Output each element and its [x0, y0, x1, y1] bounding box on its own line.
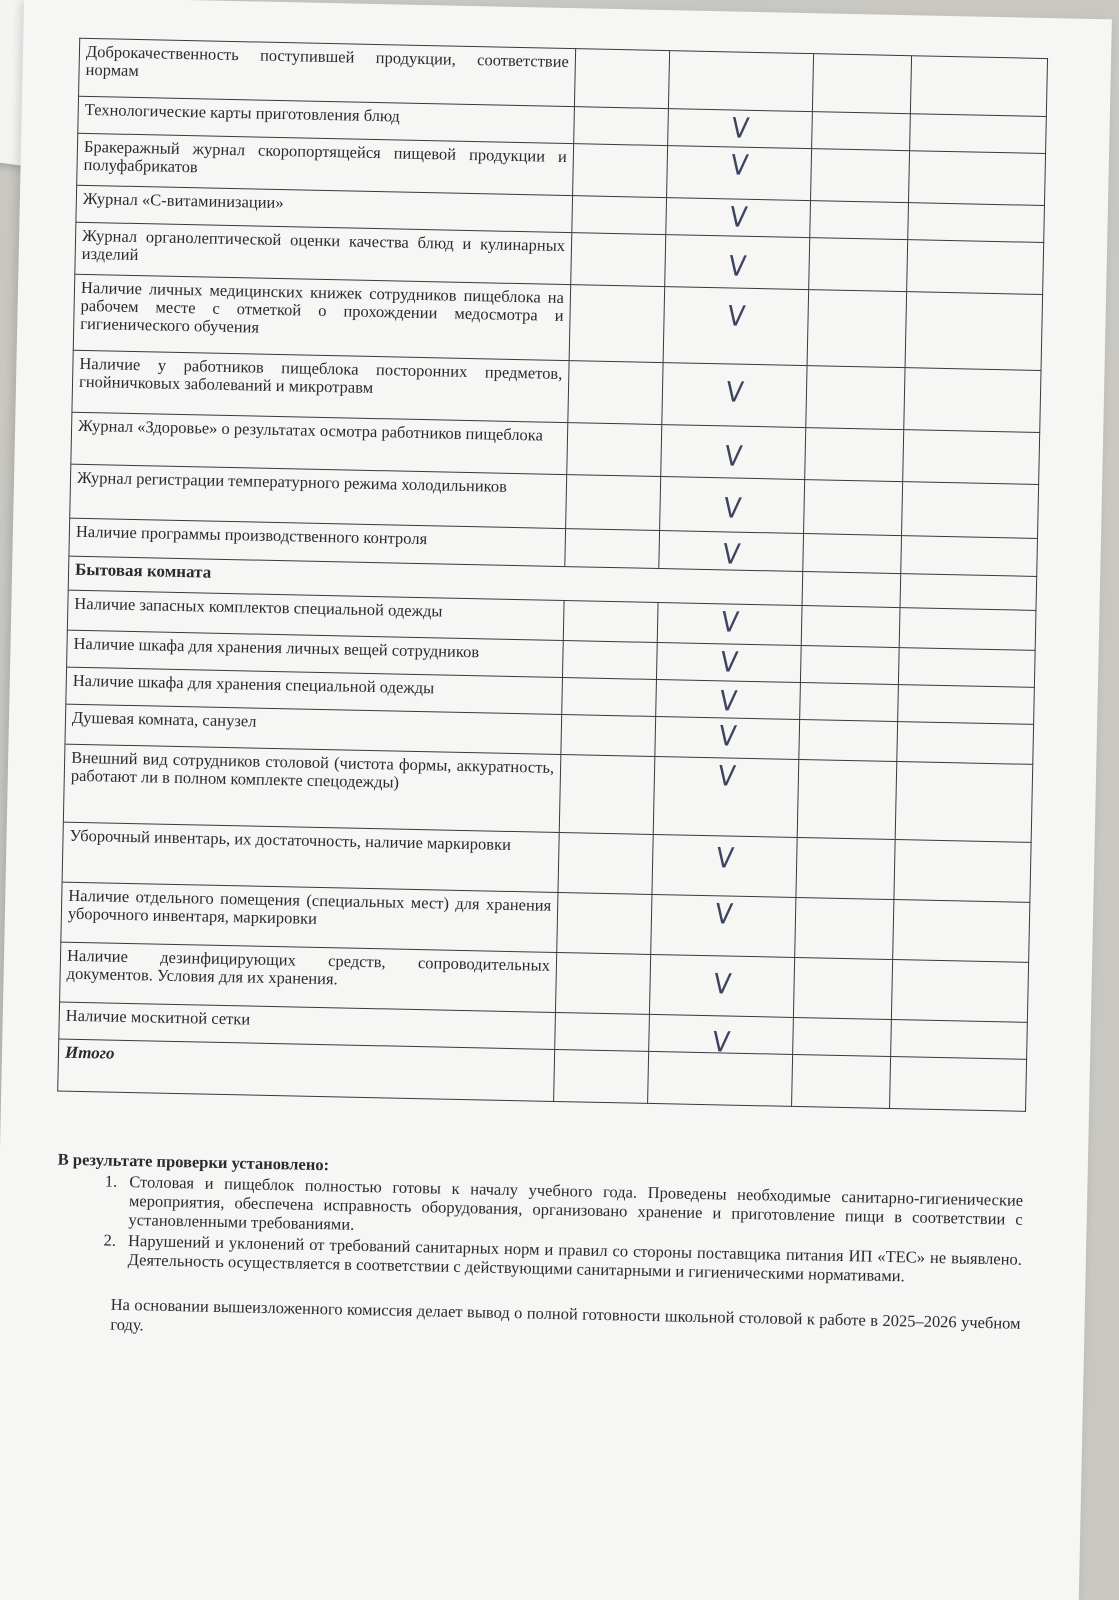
blank-cell [803, 534, 902, 574]
handwritten-check-mark: V [720, 537, 742, 571]
findings-list [54, 1171, 1024, 1288]
mark-cell [668, 109, 813, 149]
blank-cell [574, 49, 669, 109]
mark-cell [653, 756, 799, 837]
blank-cell [801, 606, 900, 648]
mark-cell [665, 235, 810, 290]
mark-cell [666, 198, 811, 238]
mark-cell [661, 425, 806, 480]
handwritten-check-mark: V [711, 967, 733, 1001]
mark-cell [649, 954, 794, 1017]
blank-cell [557, 892, 652, 954]
blank-cell [891, 960, 1028, 1023]
handwritten-check-mark: V [716, 719, 738, 753]
blank-cell [574, 107, 669, 146]
blank-cell [563, 601, 658, 643]
blank-cell [795, 897, 894, 959]
blank-cell [573, 144, 668, 198]
handwritten-check-mark: V [725, 299, 747, 333]
criterion-text: Журнал органолептической оценки качества блюд и кулинарных изделий [75, 222, 572, 284]
blank-cell [796, 837, 895, 899]
total-cell [648, 1051, 793, 1106]
finding-item: 2. Нарушений и уклонений от требований санитарных норм и правил со стороны поставщика питания ИП «ТЕС» не выявлено. Деятельность осуществляется в соответствии с действующими санитарными и гигиеническими нормативами. [119, 1231, 1022, 1288]
mark-cell [660, 477, 805, 534]
blank-cell [571, 233, 666, 287]
criterion-text: Журнал регистрации температурного режима холодильников [70, 464, 567, 528]
checklist-table [57, 38, 1048, 1112]
handwritten-check-mark: V [728, 148, 750, 182]
handwritten-check-mark: V [717, 684, 739, 718]
blank-cell [799, 720, 898, 762]
blank-cell [810, 201, 909, 240]
blank-cell [800, 646, 899, 685]
blank-cell [893, 900, 1030, 963]
criterion-text: Журнал «Здоровье» о результатах осмотра работников пищеблока [71, 412, 568, 474]
mark-cell [651, 894, 796, 957]
blank-cell [807, 290, 907, 368]
handwritten-check-mark: V [710, 1025, 732, 1059]
blank-cell [572, 196, 667, 235]
mark-cell [659, 531, 804, 572]
criterion-text: Наличие шкафа для хранения личных вещей сотрудников [67, 630, 564, 677]
mark-cell [656, 643, 801, 683]
criterion-text: Наличие личных медицинских книжек сотрудников пищеблока на рабочем месте с отметкой о прохождении медосмотра и гигиенического обучения [73, 274, 570, 360]
criterion-text: Наличие шкафа для хранения специальной одежды [66, 667, 563, 714]
criterion-text: Наличие москитной сетки [59, 1002, 556, 1049]
handwritten-check-mark: V [724, 375, 746, 409]
mark-cell [657, 603, 802, 646]
blank-cell [569, 285, 665, 363]
mark-cell [668, 51, 813, 112]
mark-cell [667, 146, 812, 201]
handwritten-check-mark: V [722, 439, 744, 473]
criterion-text: Наличие у работников пищеблока посторонних предметов, гнойничковых заболеваний и микротравм [72, 350, 569, 422]
blank-cell [567, 423, 662, 477]
blank-cell [905, 292, 1043, 371]
blank-cell [904, 368, 1041, 433]
blank-cell [558, 832, 653, 894]
mark-cell [652, 834, 797, 897]
mark-cell [656, 679, 801, 719]
blank-cell [910, 114, 1047, 154]
blank-cell [902, 482, 1039, 539]
handwritten-check-mark: V [726, 249, 748, 283]
blank-cell [898, 685, 1035, 725]
findings-title: В результате проверки установлено: [57, 1149, 330, 1175]
blank-cell [899, 608, 1036, 651]
blank-cell [793, 957, 892, 1019]
criterion-text: Доброкачественность поступившей продукции, соответствие нормам [79, 38, 576, 106]
blank-cell [805, 428, 904, 482]
blank-cell [895, 762, 1033, 843]
handwritten-check-mark: V [713, 897, 735, 931]
blank-cell [566, 475, 661, 531]
blank-cell [802, 572, 901, 608]
criterion-text: Душевая комната, санузел [65, 704, 562, 754]
blank-cell [897, 722, 1034, 765]
blank-cell [908, 203, 1045, 243]
handwritten-check-mark: V [718, 645, 740, 679]
mark-cell [663, 287, 809, 366]
blank-cell [898, 648, 1035, 688]
section-title: Бытовая комната [68, 556, 803, 605]
handwritten-check-mark: V [715, 759, 738, 793]
blank-cell [793, 1017, 892, 1056]
blank-cell [900, 574, 1037, 611]
blank-cell [797, 759, 897, 839]
handwritten-check-mark: V [727, 200, 749, 234]
blank-cell [562, 641, 657, 680]
blank-cell [804, 480, 903, 536]
mark-cell [662, 363, 807, 428]
blank-cell [559, 755, 655, 835]
total-cell [890, 1056, 1027, 1111]
blank-cell [894, 840, 1031, 903]
finding-item: 1. Столовая и пищеблок полностью готовы к началу учебного года. Проведены необходимые санитарно-гигиенические мероприятия, обеспечена исправность оборудования, организовано хранение и приготовление пищи в соответствии с установленными требованиями. [120, 1172, 1023, 1248]
blank-cell [562, 678, 657, 717]
findings-section [54, 1150, 1024, 1288]
total-label: Итого [58, 1039, 555, 1101]
handwritten-check-mark: V [719, 605, 741, 639]
handwritten-check-mark: V [714, 841, 736, 875]
mark-cell [655, 716, 800, 759]
blank-cell [907, 240, 1044, 295]
blank-cell [811, 149, 910, 203]
blank-cell [908, 151, 1045, 206]
blank-cell [555, 952, 650, 1014]
criterion-text: Технологические карты приготовления блюд [78, 96, 575, 143]
blank-cell [565, 529, 660, 569]
blank-cell [891, 1019, 1028, 1059]
total-cell [792, 1054, 891, 1108]
criterion-text: Наличие программы производственного контроля [69, 518, 566, 566]
blank-cell [806, 366, 905, 430]
blank-cell [561, 715, 656, 757]
document-content [52, 38, 1047, 1354]
criterion-text: Наличие запасных комплектов специальной одежды [67, 590, 564, 640]
criterion-text: Уборочный инвентарь, их достаточность, наличие маркировки [62, 822, 559, 892]
criterion-text: Наличие отдельного помещения (специальных мест) для хранения уборочного инвентаря, маркировки [61, 882, 558, 952]
criterion-text: Наличие дезинфицирующих средств, сопроводительных документов. Условия для их хранения. [60, 942, 557, 1012]
checklist-body [58, 38, 1048, 1111]
conclusion-paragraph: На основании вышеизложенного комиссия делает вывод о полной готовности школьной столовой к работе в 2025–2026 учебном году. [110, 1294, 1021, 1335]
blank-cell [812, 54, 911, 114]
blank-cell [800, 683, 899, 722]
blank-cell [910, 56, 1047, 117]
mark-cell [649, 1014, 794, 1059]
criterion-text: Бракеражный журнал скоропортящейся пищевой продукции и полуфабрикатов [77, 133, 574, 195]
criterion-text: Внешний вид сотрудников столовой (чистота формы, аккуратность, работают ли в полном комплекте спецодежды) [63, 744, 561, 832]
blank-cell [568, 361, 663, 425]
blank-cell [903, 430, 1040, 485]
handwritten-check-mark: V [721, 491, 743, 525]
handwritten-check-mark: V [729, 111, 751, 145]
blank-cell [809, 238, 908, 292]
total-cell [554, 1049, 649, 1103]
blank-cell [555, 1012, 650, 1051]
blank-cell [901, 536, 1038, 577]
blank-cell [812, 112, 911, 151]
criterion-text: Журнал «С-витаминизации» [76, 185, 573, 232]
